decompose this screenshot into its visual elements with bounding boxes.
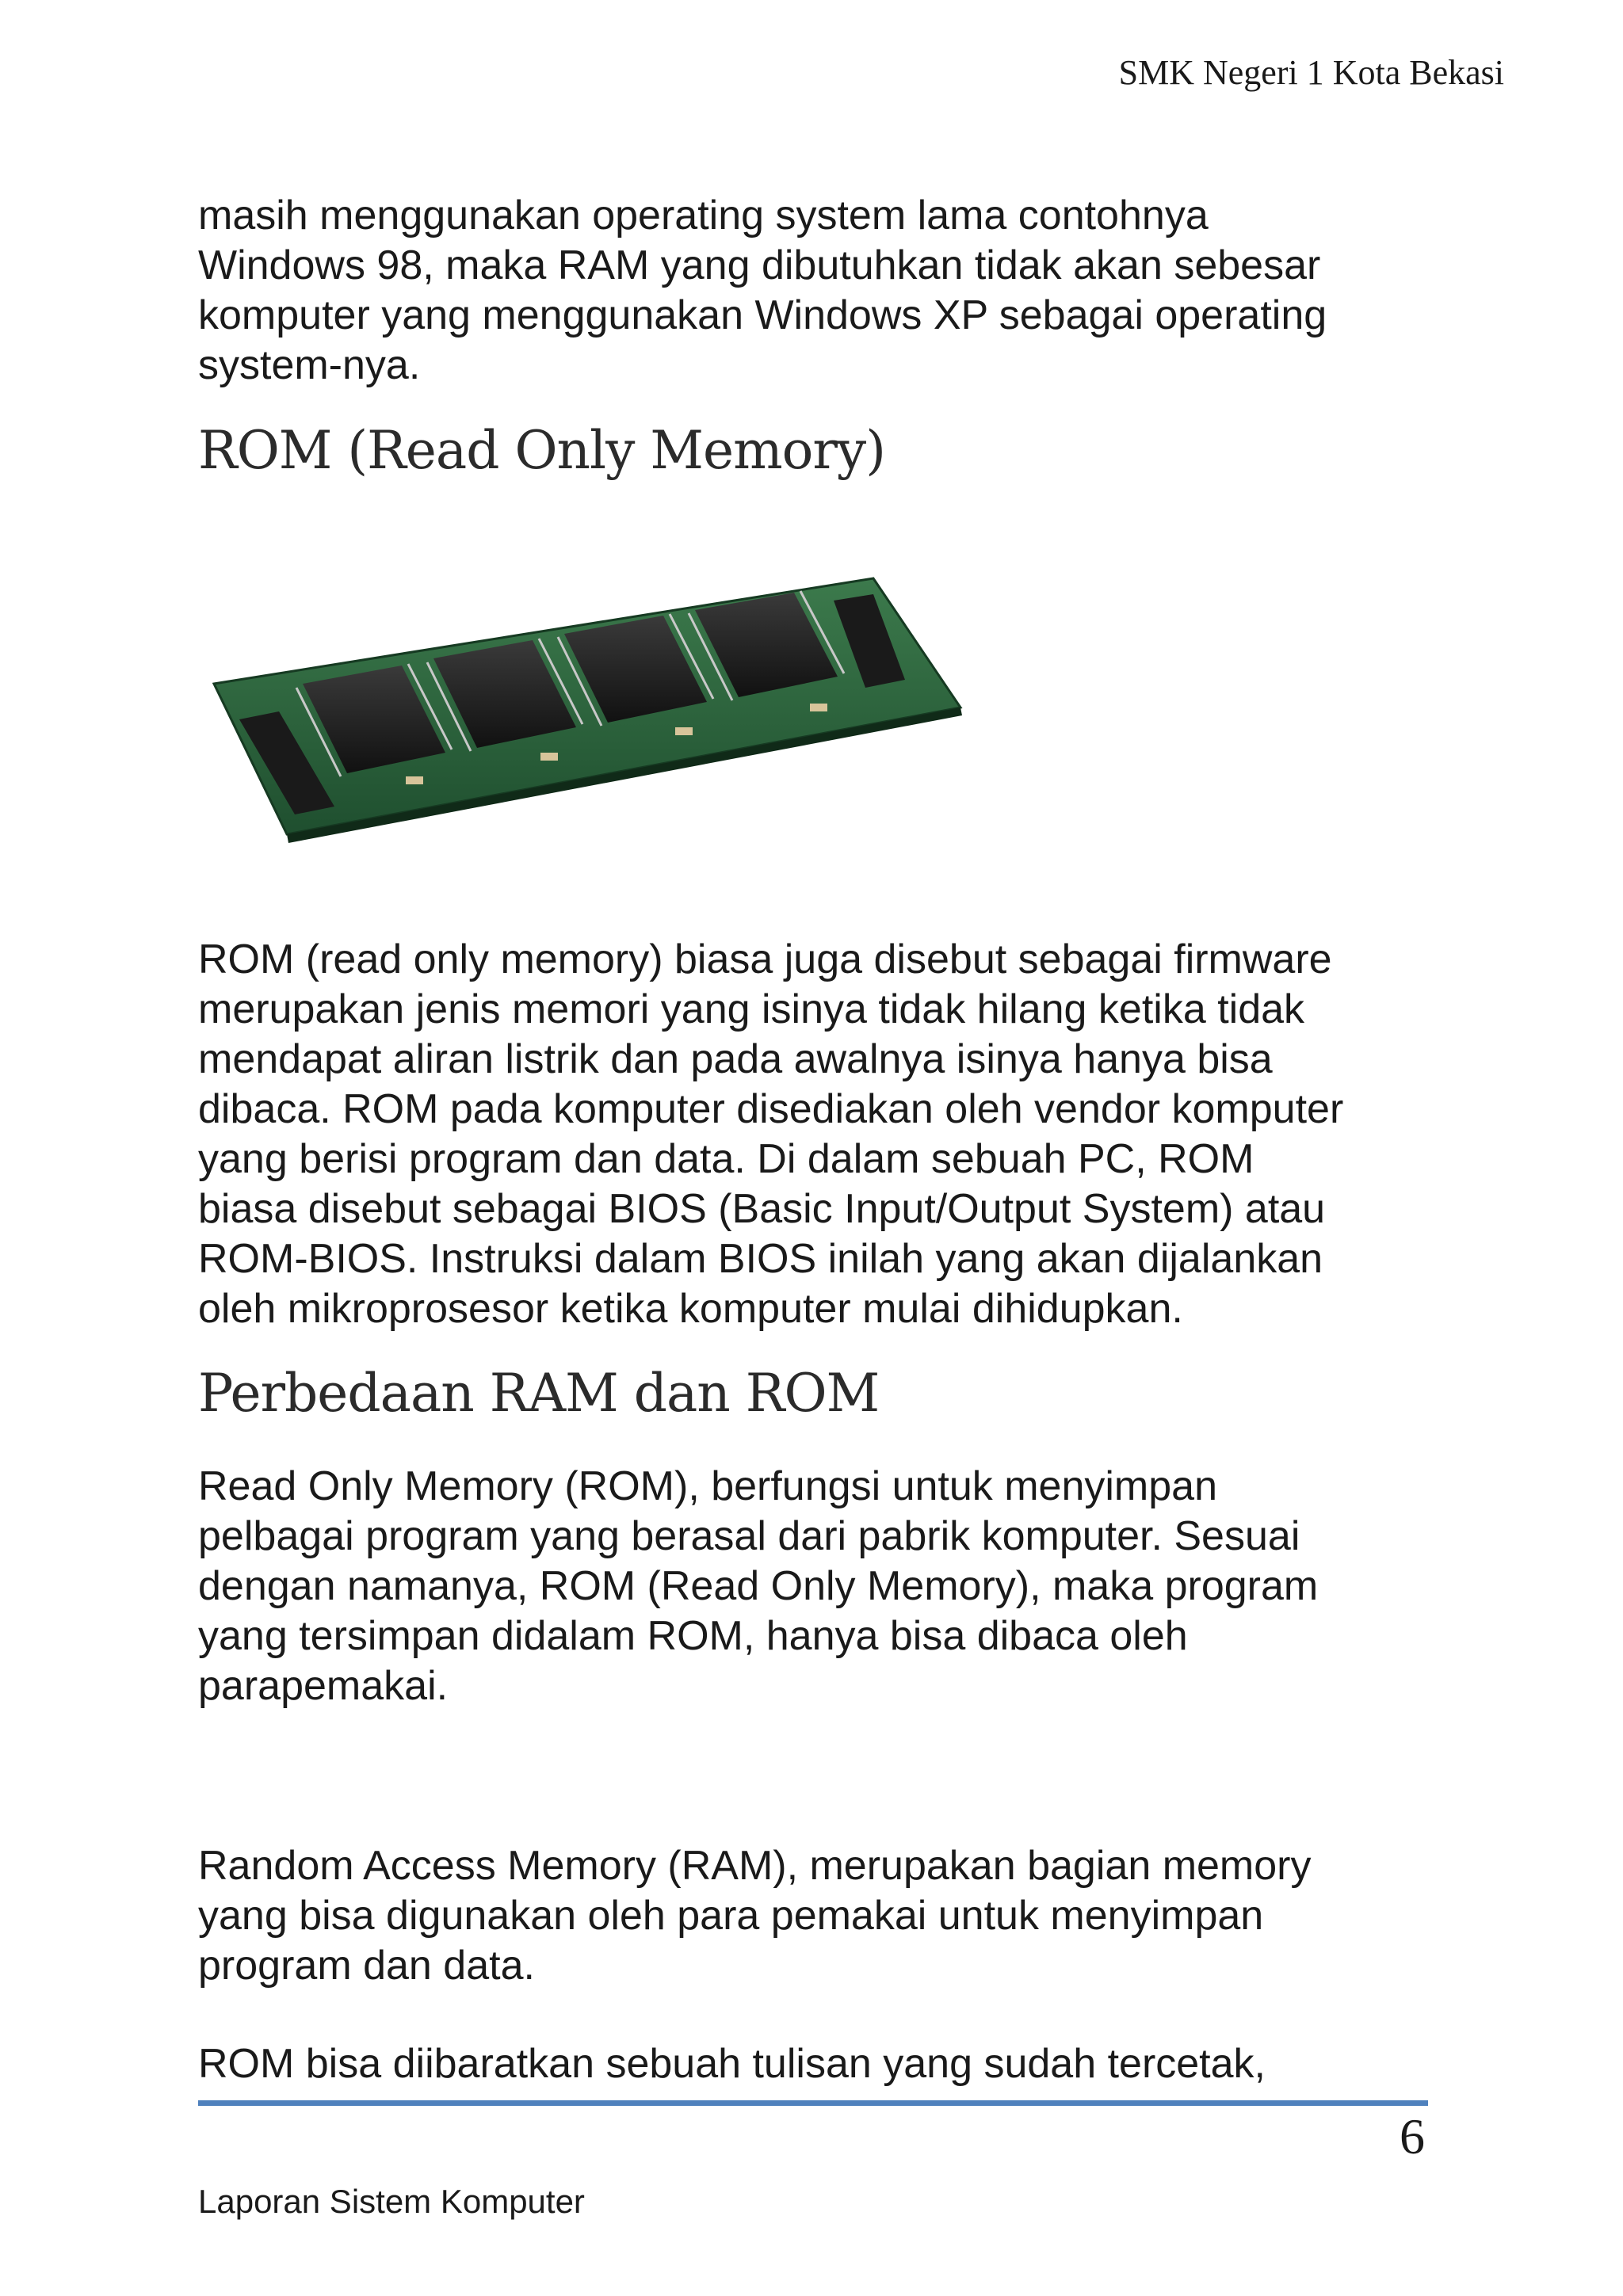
rom-paragraph [198, 935, 1434, 1334]
text-line: Read Only Memory (ROM), berfungsi untuk menyimpan [198, 1463, 1218, 1509]
footer-rule [198, 2100, 1428, 2106]
text-line: yang berisi program dan data. Di dalam sebuah PC, ROM [198, 1136, 1254, 1182]
text-line: Random Access Memory (RAM), merupakan bagian memory [198, 1843, 1312, 1889]
diff-paragraph-analogy [198, 2039, 1434, 2089]
text-line: dengan namanya, ROM (Read Only Memory), maka program [198, 1563, 1319, 1609]
rom-module-image [208, 569, 976, 856]
page-number: 6 [1400, 2108, 1425, 2164]
heading-rom: ROM (Read Only Memory) [198, 420, 885, 481]
text-line: parapemakai. [198, 1663, 449, 1709]
text-line: system-nya. [198, 342, 421, 388]
text-line: yang bisa digunakan oleh para pemakai untuk menyimpan [198, 1893, 1264, 1939]
text-line: pelbagai program yang berasal dari pabrik komputer. Sesuai [198, 1513, 1300, 1559]
text-line: masih menggunakan operating system lama contohnya [198, 193, 1209, 238]
footer-report-title: Laporan Sistem Komputer [198, 2183, 585, 2220]
text-line: ROM (read only memory) biasa juga disebut sebagai firmware [198, 936, 1332, 982]
text-line: mendapat aliran listrik dan pada awalnya isinya hanya bisa [198, 1036, 1273, 1082]
header-school-name: SMK Negeri 1 Kota Bekasi [1118, 53, 1504, 92]
text-line: komputer yang menggunakan Windows XP sebagai operating [198, 292, 1327, 338]
text-line: ROM bisa diibaratkan sebuah tulisan yang sudah tercetak, [198, 2041, 1266, 2087]
text-line: ROM-BIOS. Instruksi dalam BIOS inilah yang akan dijalankan [198, 1236, 1323, 1282]
text-line: oleh mikroprosesor ketika komputer mulai dihidupkan. [198, 1286, 1183, 1332]
diff-paragraph-rom [198, 1462, 1434, 1711]
heading-ram-vs-rom: Perbedaan RAM dan ROM [198, 1363, 880, 1424]
text-line: Windows 98, maka RAM yang dibutuhkan tidak akan sebesar [198, 242, 1321, 288]
text-line: merupakan jenis memori yang isinya tidak hilang ketika tidak [198, 986, 1305, 1032]
text-line: yang tersimpan didalam ROM, hanya bisa dibaca oleh [198, 1613, 1188, 1659]
diff-paragraph-ram [198, 1841, 1434, 1991]
text-line: program dan data. [198, 1943, 535, 1989]
text-line: dibaca. ROM pada komputer disediakan oleh vendor komputer [198, 1086, 1344, 1132]
text-line: biasa disebut sebagai BIOS (Basic Input/Output System) atau [198, 1186, 1326, 1232]
intro-paragraph [198, 191, 1434, 391]
